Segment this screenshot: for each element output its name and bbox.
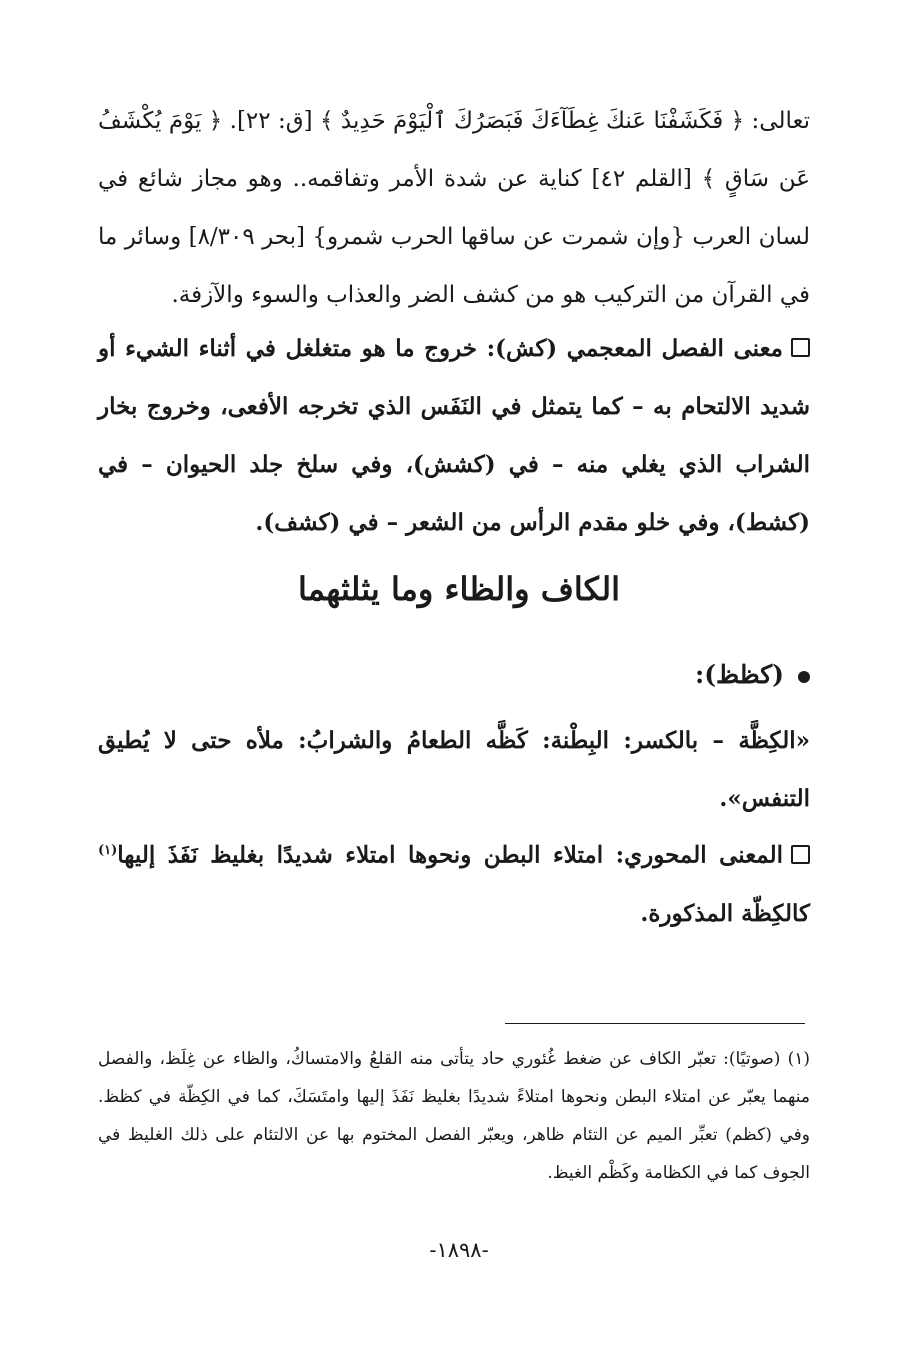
bullet-icon <box>798 671 810 683</box>
footnote-reference: (١) <box>98 843 118 858</box>
paragraph-2-text: معنى الفصل المعجمي (كش): خروج ما هو متغلغل في أثناء الشيء أو شديد الالتحام به – كما يتمثل في النَفَس الذي تخرجه الأفعى، وخروج بخار الشراب الذي يغلي منه – في (كشش)، وفي سلخ جلد الحيوان – في (كشط)، وفي خلو مقدم الرأس من الشعر – في (كشف). <box>98 335 810 536</box>
footnote: (١) (صوتيًا): تعبّر الكاف عن ضغط غُئوري حاد يتأتى منه القلعُ والامتساكُ، والظاء عن غِلَظ، والفصل منهما يعبّر عن امتلاء البطن ونحوها امتلاءً شديدًا بغليظ نَفَذَ إليها وامتَسَكَ، كما في الكِظّة في كظظ. وفي (كظم) تعبِّر الميم عن التئام ظاهر، ويعبّر الفصل المختوم بها عن الالتئام على ذلك الغليظ في الجوف كما في الكظامة وكَظْم الغيظ. <box>98 1049 810 1183</box>
lexicon-quote: «الكِظَّة – بالكسر: البِطْنة: كَظَّه الطعامُ والشرابُ: ملأه حتى لا يُطيق التنفس». <box>98 727 810 812</box>
entry-title-text: (كظظ): <box>694 660 784 689</box>
paragraph-3-text: المعنى المحوري: امتلاء البطن ونحوها امتلاء شديدًا بغليظ نَفَذَ إليها <box>117 841 783 869</box>
section-heading: الكاف والظاء وما يثلثهما <box>298 570 620 608</box>
paragraph-3 <box>98 822 810 943</box>
entry-title <box>695 660 810 689</box>
footnote-divider <box>505 1023 805 1024</box>
square-marker-icon <box>791 845 810 864</box>
paragraph-2 <box>98 320 810 552</box>
paragraph-1: تعالى: ﴿ فَكَشَفْنَا عَنكَ غِطَآءَكَ فَبَصَرُكَ ٱلْيَوْمَ حَدِيدٌ ﴾ [ق: ٢٢]. ﴿ يَوْمَ يُكْشَفُ عَن سَاقٍ ﴾ [القلم ٤٢] كناية عن شدة الأمر وتفاقمه.. وهو مجاز شائع في لسان العرب {وإن شمرت عن ساقها الحرب شمرو} [بحر ٨/٣٠٩] وسائر ما في القرآن من التركيب هو من كشف الضر والعذاب والسوء والآزفة. <box>98 108 811 308</box>
paragraph-3-end: كالكِظّة المذكورة. <box>640 899 810 927</box>
page-number: -١٨٩٨- <box>429 1238 489 1262</box>
square-marker-icon <box>791 338 810 357</box>
